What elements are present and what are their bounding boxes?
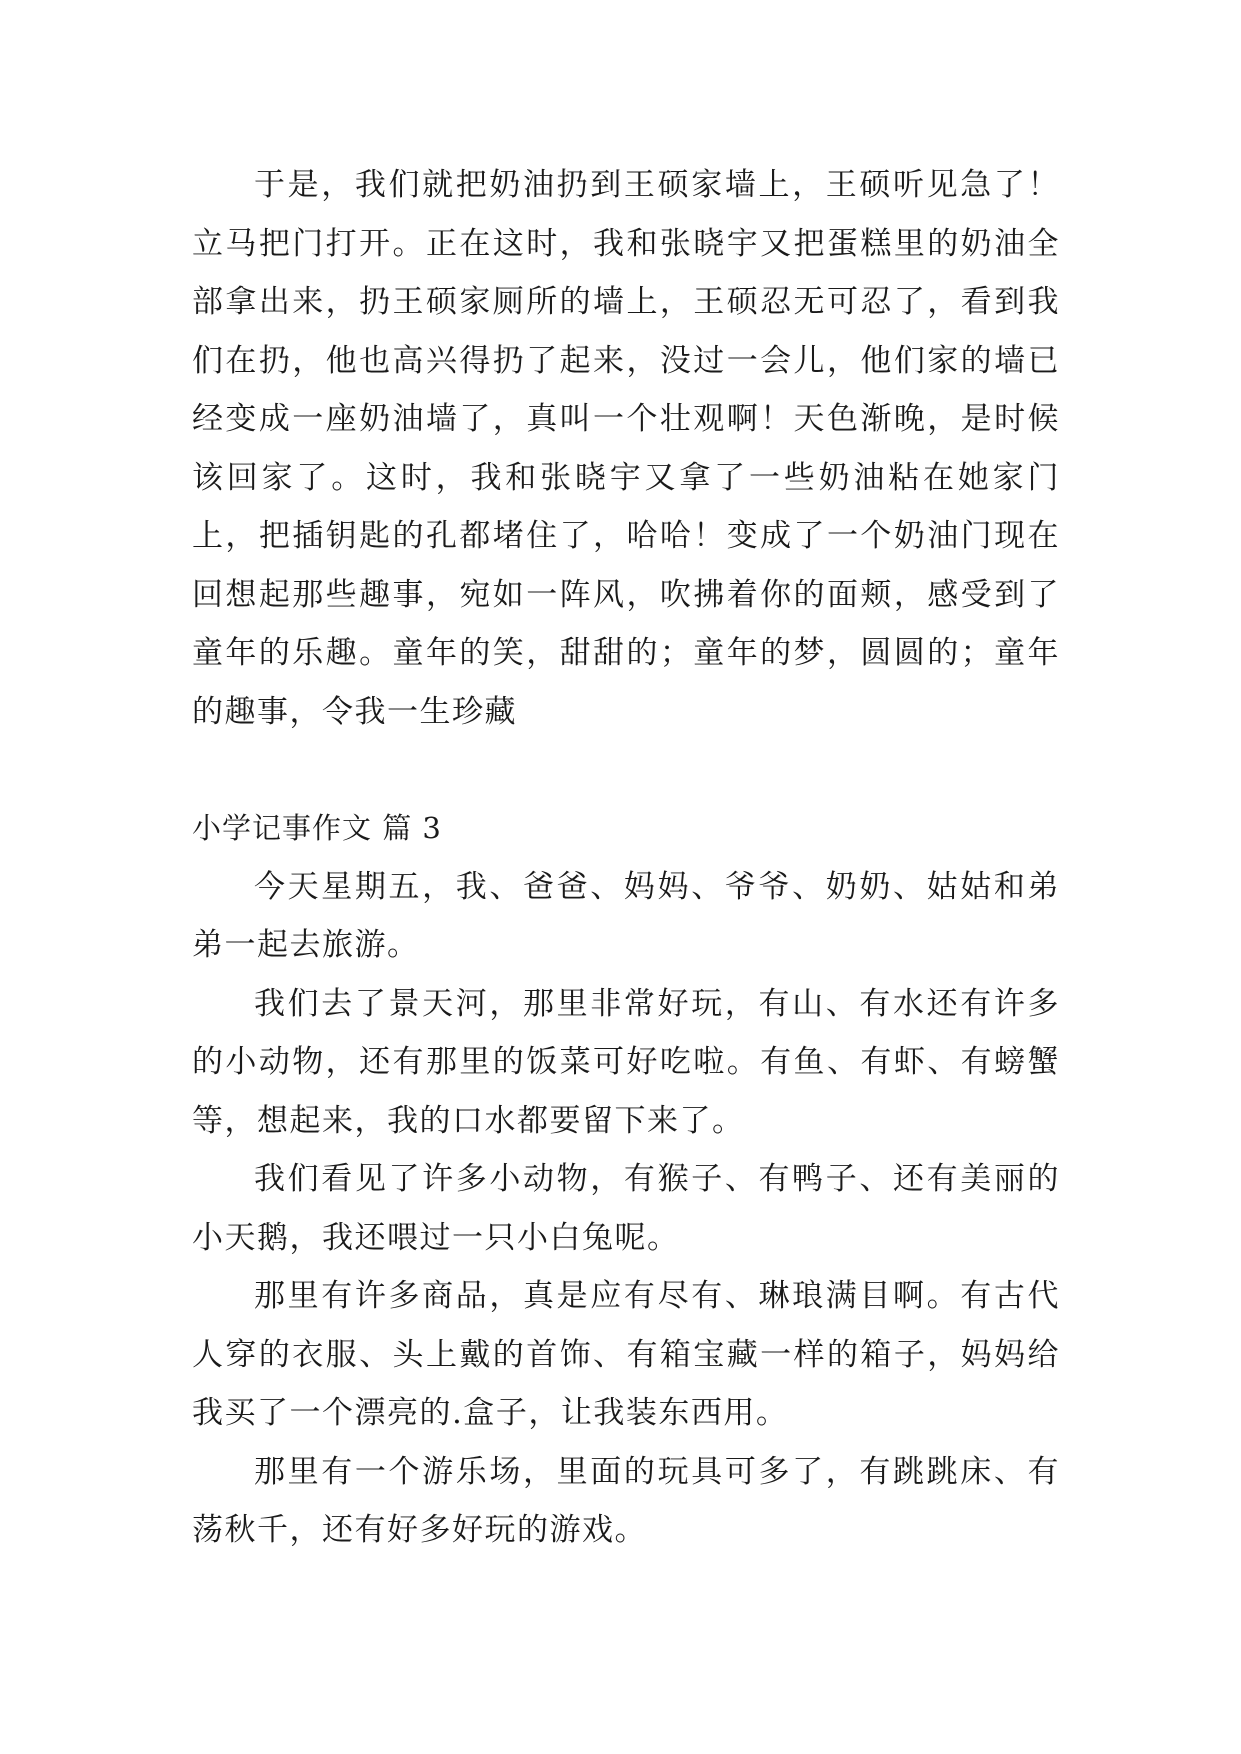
paragraph-animals: 我们看见了许多小动物，有猴子、有鸭子、还有美丽的小天鹅，我还喂过一只小白兔呢。: [192, 1161, 1060, 1256]
document-body: [192, 156, 1060, 1560]
paragraph-jingtian-river: 我们去了景天河，那里非常好玩，有山、有水还有许多的小动物，还有那里的饭菜可好吃啦。有鱼、有虾、有螃蟹等，想起来，我的口水都要留下来了。: [192, 985, 1060, 1139]
paragraph-playground: 那里有一个游乐场，里面的玩具可多了，有跳跳床、有荡秋千，还有好多好玩的游戏。: [192, 1453, 1060, 1548]
paragraph-trip-intro: 今天星期五，我、爸爸、妈妈、爷爷、奶奶、姑姑和弟弟一起去旅游。: [192, 868, 1060, 963]
section-heading: 小学记事作文 篇 3: [192, 811, 442, 845]
paragraph-goods: 那里有许多商品，真是应有尽有、琳琅满目啊。有古代人穿的衣服、头上戴的首饰、有箱宝藏一样的箱子，妈妈给我买了一个漂亮的.盒子，让我装东西用。: [192, 1278, 1060, 1431]
paragraph-cream-wall: 于是，我们就把奶油扔到王硕家墙上，王硕听见急了！立马把门打开。正在这时，我和张晓宇又把蛋糕里的奶油全部拿出来，扔王硕家厕所的墙上，王硕忍无可忍了，看到我们在扔，他也高兴得扔了起来，没过一会儿，他们家的墙已经变成一座奶油墙了，真叫一个壮观啊！天色渐晚，是时候该回家了。这时，我和张晓宇又拿了一些奶油粘在她家门上，把插钥匙的孔都堵住了，哈哈！变成了一个奶油门现在回想起那些趣事，宛如一阵风，吹拂着你的面颊，感受到了童年的乐趣。童年的笑，甜甜的；童年的梦，圆圆的；童年的趣事，令我一生珍藏: [192, 167, 1060, 730]
